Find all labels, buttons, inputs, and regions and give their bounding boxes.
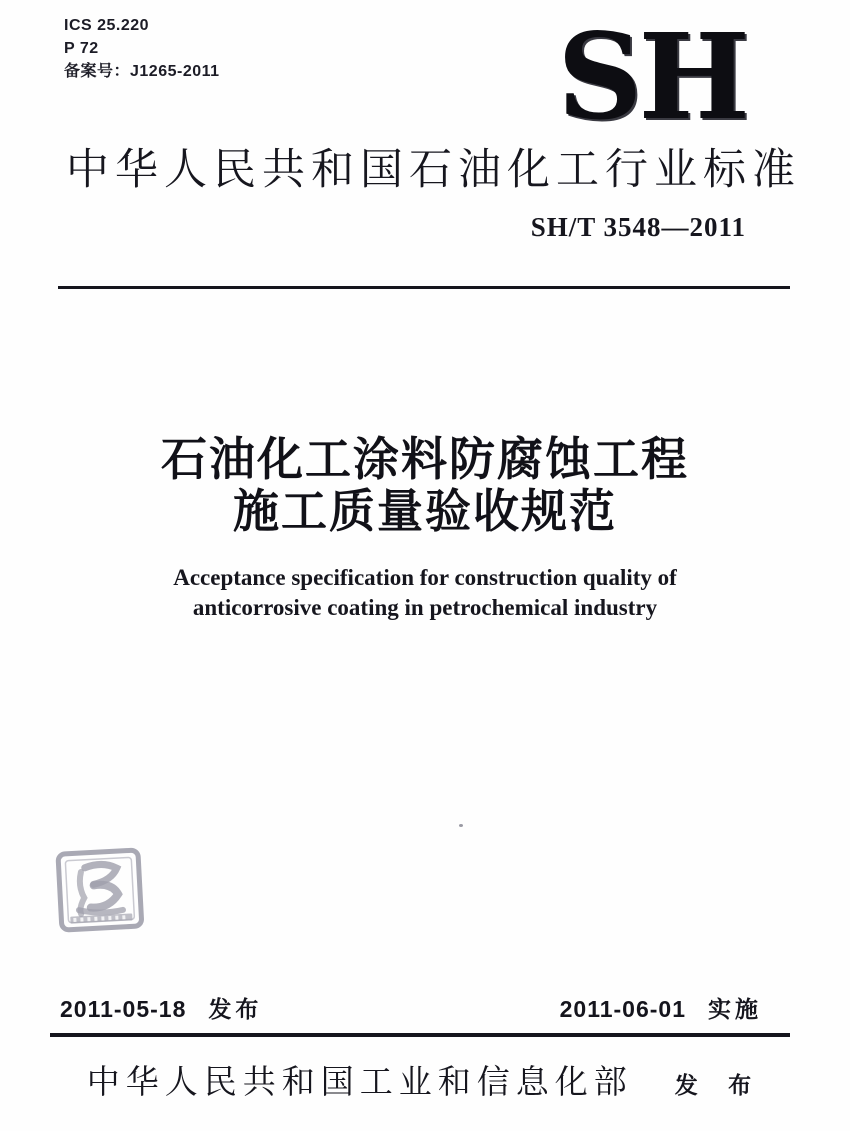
title-chinese-line2: 施工质量验收规范 xyxy=(233,485,617,537)
title-block xyxy=(0,433,850,623)
publisher-row xyxy=(0,1056,850,1103)
date-row xyxy=(60,991,762,1024)
issue-date-group xyxy=(60,991,262,1024)
issue-date: 2011-05-18 xyxy=(60,996,187,1022)
seal-icon xyxy=(54,845,149,940)
title-english-line2: anticorrosive coating in petrochemical industry xyxy=(192,595,658,620)
classification-meta xyxy=(64,14,220,83)
title-english-line1: Acceptance specification for construction quality of xyxy=(173,565,677,590)
title-chinese-line1: 石油化工涂料防腐蚀工程 xyxy=(161,433,689,485)
issue-label: 发布 xyxy=(208,996,263,1022)
standard-number: SH/T 3548—2011 xyxy=(530,212,746,242)
ics-code: ICS 25.220 xyxy=(64,17,150,34)
footer-rule-line xyxy=(50,1033,790,1037)
p-classification: P 72 xyxy=(64,40,99,57)
sh-logo: SH xyxy=(557,7,746,146)
publisher-name: 中华人民共和国工业和信息化部 xyxy=(86,1065,633,1101)
title-english xyxy=(0,563,850,623)
publish-label: 发 布 xyxy=(674,1072,764,1098)
standard-type-heading: 中华人民共和国石油化工行业标准 xyxy=(66,147,801,194)
implementation-date: 2011-06-01 xyxy=(559,996,686,1022)
record-number: 备案号：J1265-2011 xyxy=(64,63,220,80)
certification-seal-stamp xyxy=(54,845,149,940)
implementation-date-group xyxy=(560,991,762,1024)
header-rule-line xyxy=(58,286,790,289)
scan-speck xyxy=(459,824,463,827)
implementation-label: 实施 xyxy=(708,996,762,1022)
